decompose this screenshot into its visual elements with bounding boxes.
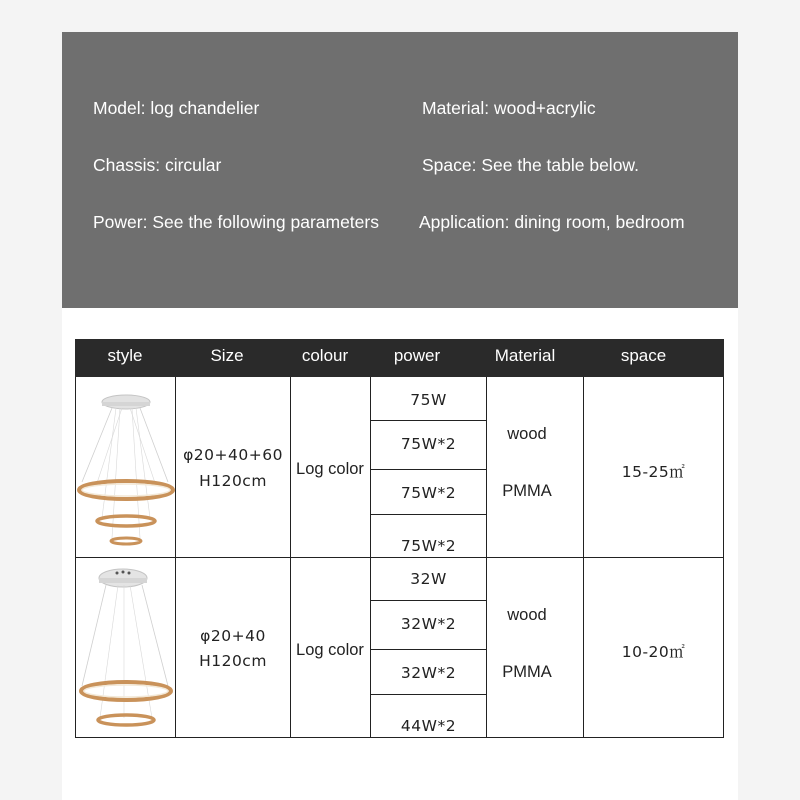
material-wood: wood bbox=[507, 606, 547, 624]
power-value: 75W*2 bbox=[400, 484, 457, 502]
spec-application: Application: dining room, bedroom bbox=[419, 212, 685, 232]
header-material: Material bbox=[494, 346, 556, 365]
grid-line bbox=[583, 377, 584, 738]
grid-line bbox=[175, 377, 176, 738]
spec-model: Model: log chandelier bbox=[93, 98, 260, 118]
space-value: 15-25㎡ bbox=[621, 463, 686, 481]
grid-line bbox=[370, 377, 371, 738]
power-value: 44W*2 bbox=[400, 717, 457, 735]
size-height: H120cm bbox=[199, 652, 267, 670]
power-value: 75W bbox=[410, 391, 447, 409]
grid-line bbox=[75, 737, 724, 738]
grid-line bbox=[370, 420, 486, 421]
size-value: φ20+40+60 bbox=[183, 446, 283, 464]
header-style: style bbox=[107, 346, 143, 365]
spec-material: Material: wood+acrylic bbox=[422, 98, 596, 118]
grid-line bbox=[370, 694, 486, 695]
spec-power: Power: See the following parameters bbox=[93, 212, 379, 232]
power-value: 75W*2 bbox=[400, 537, 457, 555]
grid-line bbox=[290, 377, 291, 738]
table-header bbox=[75, 339, 724, 377]
material-pmma: PMMA bbox=[502, 482, 552, 500]
three-ring-chandelier-icon bbox=[76, 378, 175, 556]
grid-line bbox=[370, 600, 486, 601]
header-space: space bbox=[620, 346, 667, 365]
power-value: 32W bbox=[410, 570, 447, 588]
space-value: 10-20㎡ bbox=[621, 643, 686, 661]
power-value: 32W*2 bbox=[400, 664, 457, 682]
spec-chassis: Chassis: circular bbox=[93, 155, 222, 175]
colour-value: Log color bbox=[296, 460, 364, 478]
two-ring-chandelier-icon bbox=[76, 558, 175, 737]
material-wood: wood bbox=[507, 425, 547, 443]
grid-line bbox=[370, 469, 486, 470]
grid-line bbox=[370, 649, 486, 650]
spec-panel bbox=[62, 32, 738, 308]
grid-line bbox=[370, 514, 486, 515]
size-height: H120cm bbox=[199, 472, 267, 490]
power-value: 32W*2 bbox=[400, 615, 457, 633]
header-power: power bbox=[393, 346, 441, 365]
material-pmma: PMMA bbox=[502, 663, 552, 681]
size-value: φ20+40 bbox=[200, 627, 266, 645]
colour-value: Log color bbox=[296, 641, 364, 659]
header-colour: colour bbox=[301, 346, 349, 365]
power-value: 75W*2 bbox=[400, 435, 457, 453]
spec-table bbox=[75, 339, 724, 738]
header-size: Size bbox=[210, 346, 244, 365]
spec-space: Space: See the table below. bbox=[422, 155, 639, 175]
